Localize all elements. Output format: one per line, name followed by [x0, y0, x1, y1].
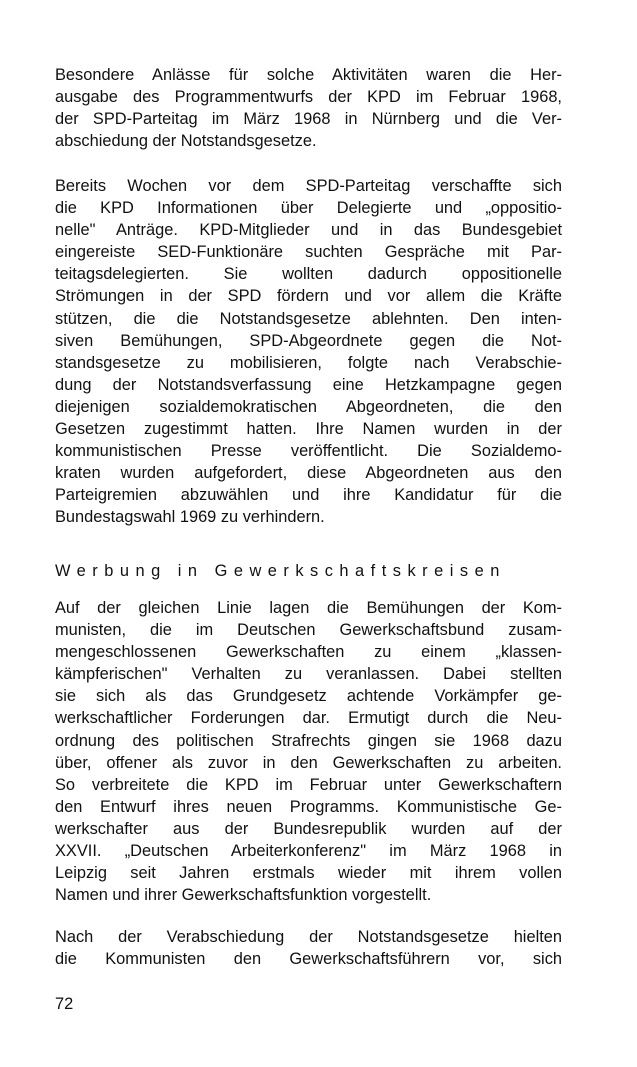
page-number: 72	[55, 995, 74, 1013]
text-line: Bereits Wochen vor dem SPD-Parteitag verschaffte sich	[55, 177, 562, 195]
text-line: sie sich als das Grundgesetz achtende Vorkämpfer ge-	[55, 687, 562, 706]
text-line: mengeschlossenen Gewerkschaften zu einem „klassen-	[55, 643, 562, 662]
text-line: Besondere Anlässe für solche Aktivitäten waren die Her-	[55, 66, 562, 84]
text-line: Parteigremien abzuwählen und ihre Kandidatur für die	[55, 486, 562, 505]
text-line: abschiedung der Notstandsgesetze.	[55, 132, 317, 151]
paragraph-3	[55, 597, 562, 906]
text-line: ordnung des politischen Strafrechts gingen sie 1968 dazu	[55, 731, 562, 750]
text-line: Bundestagswahl 1969 zu verhindern.	[55, 508, 325, 527]
text-line: munisten, die im Deutschen Gewerkschaftsbund zusam-	[55, 621, 562, 640]
text-line: XXVII. „Deutschen Arbeiterkonferenz" im März 1968 in	[55, 842, 562, 861]
section-heading: Werbung in Gewerkschaftskreisen	[55, 562, 506, 580]
text-line: Strömungen in der SPD fördern und vor allem die Kräfte	[55, 287, 562, 306]
text-line: teitagsdelegierten. Sie wollten dadurch oppositionelle	[55, 265, 562, 284]
paragraph-2	[55, 175, 562, 529]
text-line: So verbreitete die KPD im Februar unter Gewerkschaftern	[55, 775, 562, 794]
text-line: eingereiste SED-Funktionäre suchten Gespräche mit Par-	[55, 243, 562, 262]
text-line: Auf der gleichen Linie lagen die Bemühungen der Kom-	[55, 599, 562, 617]
paragraph-1	[55, 64, 562, 152]
text-line: die Kommunisten den Gewerkschaftsführern vor, sich	[55, 950, 562, 969]
text-line: siven Bemühungen, SPD-Abgeordnete gegen die Not-	[55, 331, 562, 350]
text-line: Gesetzen zugestimmt hatten. Ihre Namen wurden in der	[55, 420, 562, 439]
text-line: stützen, die die Notstandsgesetze ablehnten. Den inten-	[55, 309, 562, 328]
text-line: ausgabe des Programmentwurfs der KPD im Februar 1968,	[55, 88, 562, 107]
text-line: die KPD Informationen über Delegierte und „oppositio-	[55, 199, 562, 218]
text-line: dung der Notstandsverfassung eine Hetzkampagne gegen	[55, 375, 562, 394]
text-line: kämpferischen" Verhalten zu veranlassen. Dabei stellten	[55, 665, 562, 684]
text-line: Leipzig seit Jahren erstmals wieder mit ihrem vollen	[55, 864, 562, 883]
text-line: nelle" Anträge. KPD-Mitglieder und in das Bundesgebiet	[55, 221, 562, 240]
text-line: über, offener als zuvor in den Gewerkschaften zu arbeiten.	[55, 753, 562, 772]
text-line: kraten wurden aufgefordert, diese Abgeordneten aus den	[55, 464, 562, 483]
text-line: kommunistischen Presse veröffentlicht. Die Sozialdemo-	[55, 442, 562, 461]
text-line: den Entwurf ihres neuen Programms. Kommunistische Ge-	[55, 797, 562, 816]
text-line: werkschaftlicher Forderungen dar. Ermutigt durch die Neu-	[55, 709, 562, 728]
text-line: der SPD-Parteitag im März 1968 in Nürnberg und die Ver-	[55, 110, 562, 129]
text-line: diejenigen sozialdemokratischen Abgeordneten, die den	[55, 397, 562, 416]
text-line: werkschafter aus der Bundesrepublik wurden auf der	[55, 819, 562, 838]
paragraph-4	[55, 926, 562, 970]
text-line: Nach der Verabschiedung der Notstandsgesetze hielten	[55, 928, 562, 946]
text-line: standsgesetze zu mobilisieren, folgte nach Verabschie-	[55, 353, 562, 372]
text-line: Namen und ihrer Gewerkschaftsfunktion vorgestellt.	[55, 886, 432, 905]
